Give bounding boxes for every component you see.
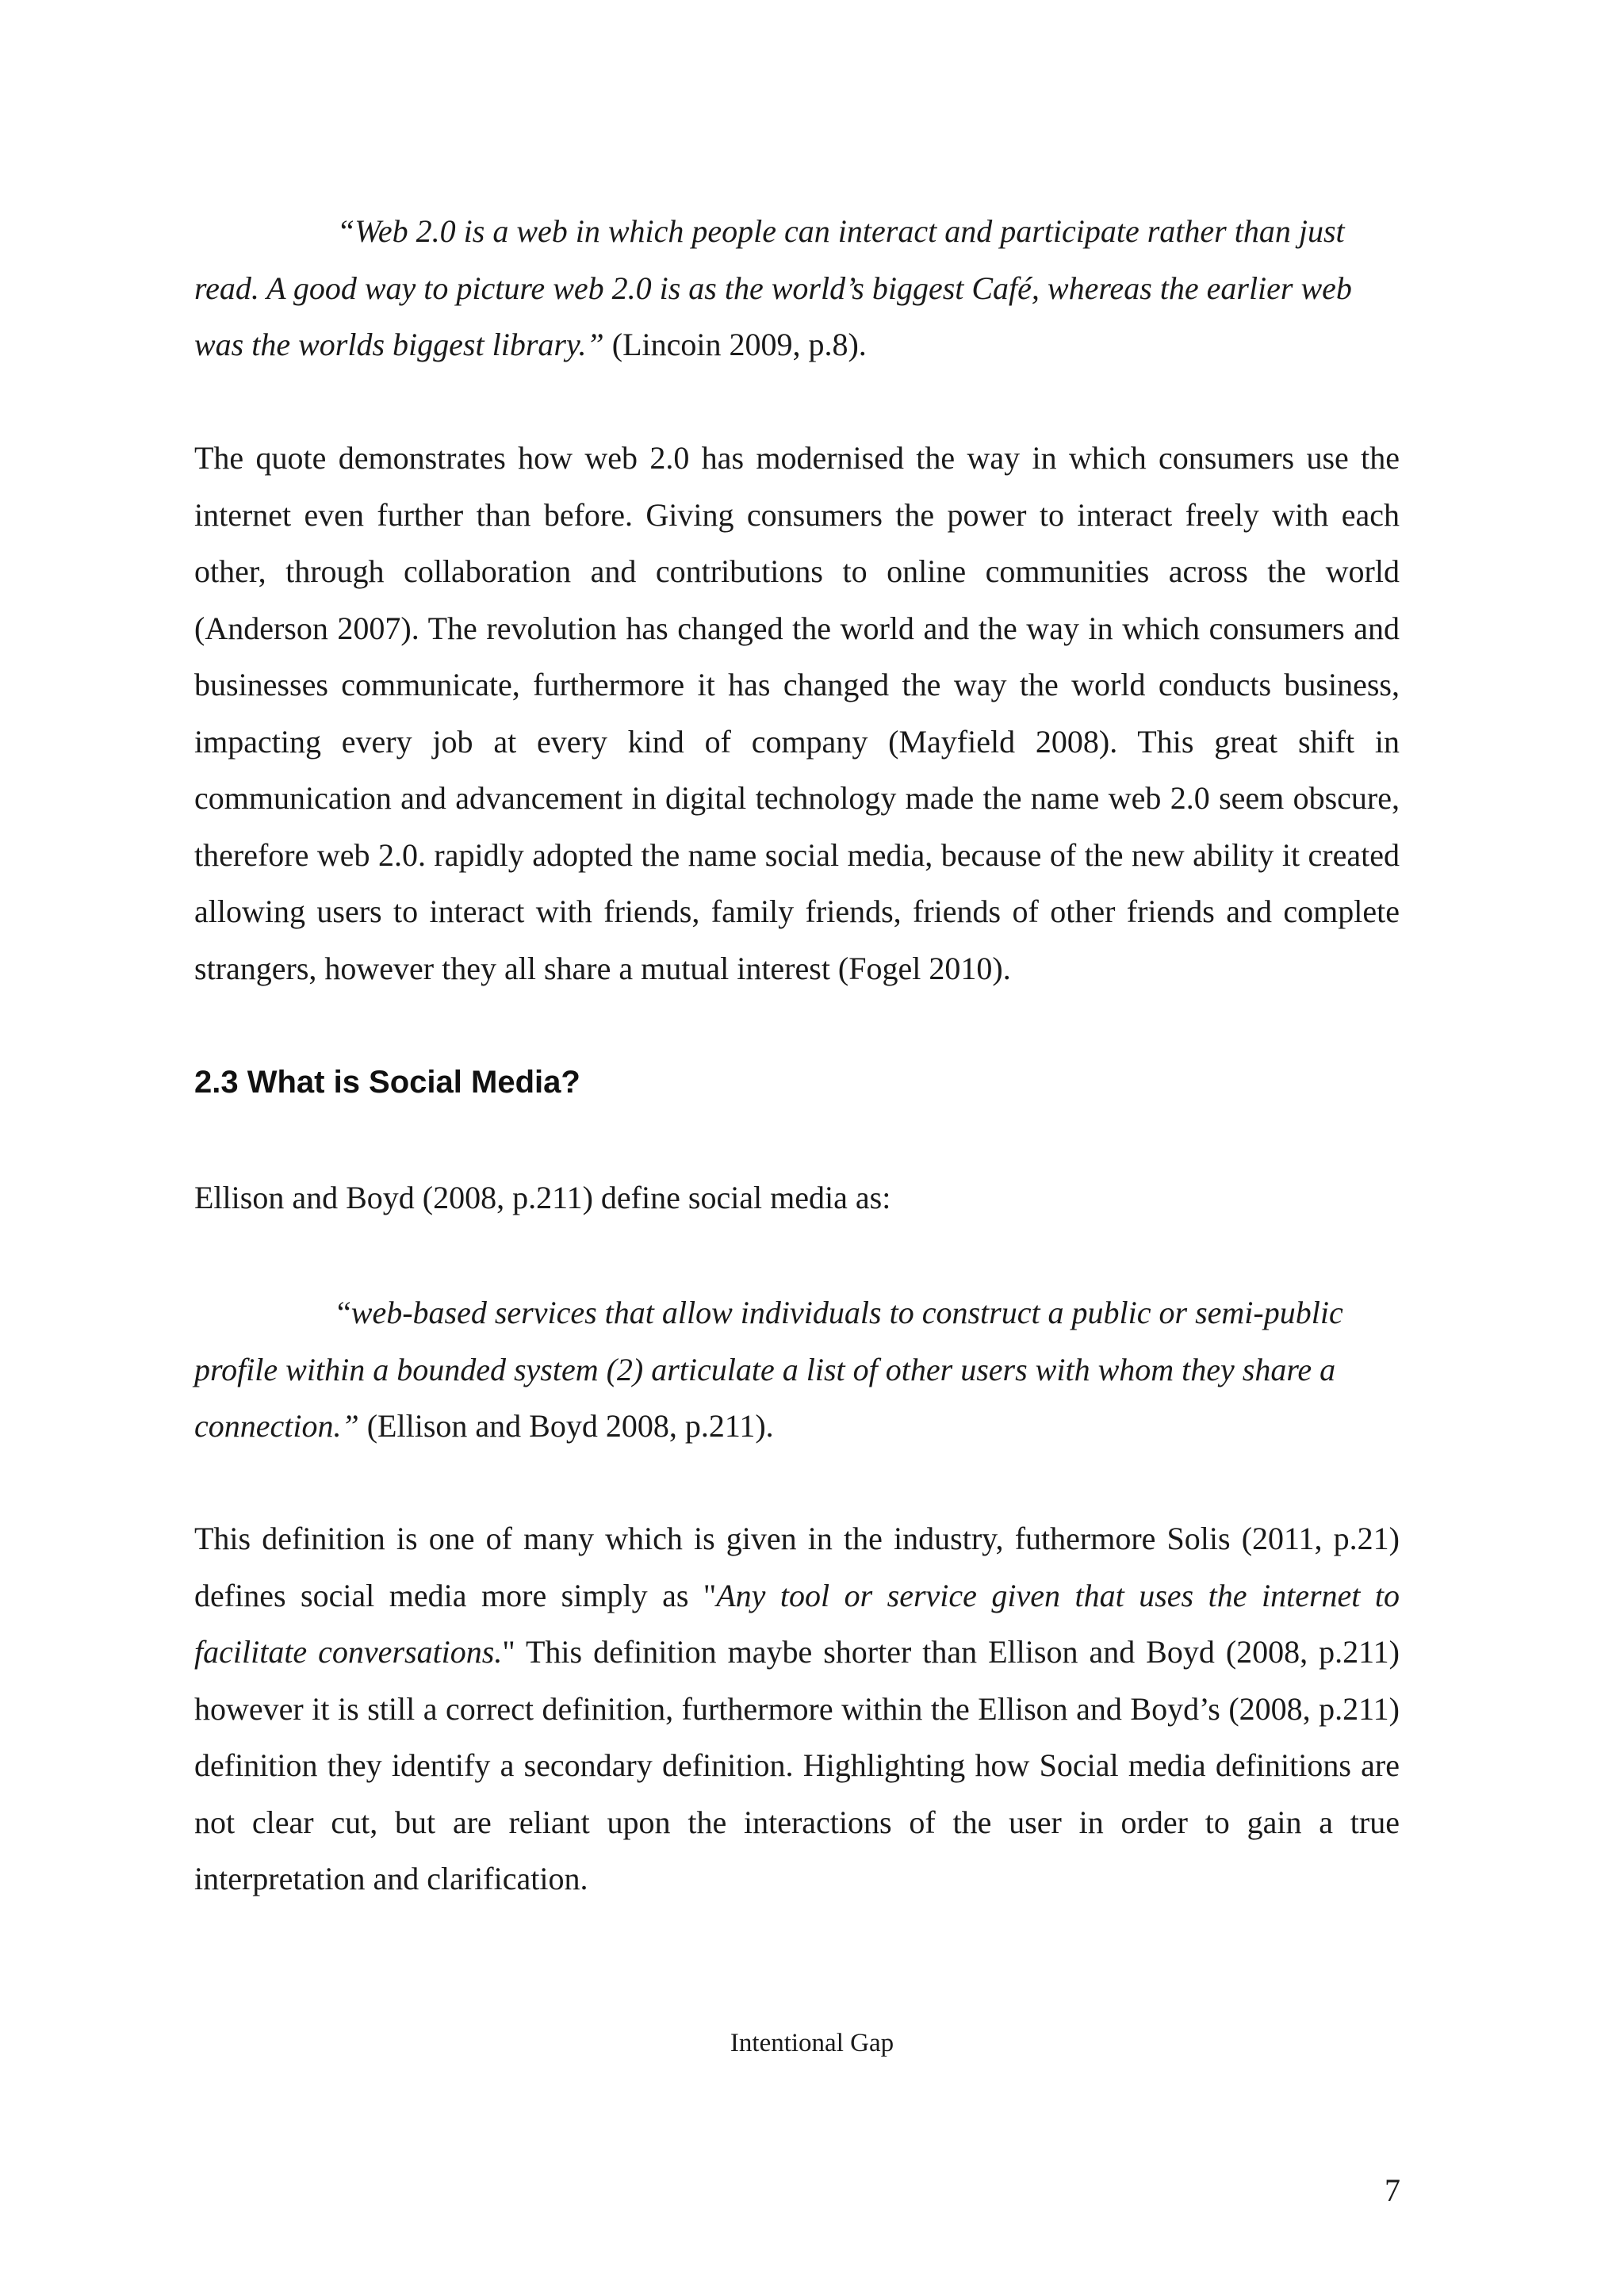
- quote-text: “Web 2.0 is a web in which people can interact and participate rather than just read. A good way to picture web 2.0 is as the world’s biggest Café, whereas the earlier web was the worlds biggest library.”: [194, 213, 1352, 362]
- section-heading: 2.3 What is Social Media?: [194, 1065, 580, 1100]
- intentional-gap-note: Intentional Gap: [730, 2029, 894, 2057]
- paragraph-text: This definition is one of many which is given in the industry, futhermore Solis (2011, p.21) defines social media more simply as ": [194, 1521, 1400, 1613]
- solis-definition: Any tool or service given that uses the internet to facilitate conversations.: [194, 1577, 1400, 1670]
- block-quote-ellison-boyd: [194, 1284, 1400, 1455]
- body-paragraph-web2: The quote demonstrates how web 2.0 has modernised the way in which consumers use the internet even further than before. Giving consumers the power to interact freely with each other, through collaboration and contributions to online communities across the world (Anderson 2007). The revolution has changed the world and the way in which consumers and businesses communicate, furthermore it has changed the way the world conducts business, impacting every job at every kind of company (Mayfield 2008). This great shift in communication and advancement in digital technology made the name web 2.0 seem obscure, therefore web 2.0. rapidly adopted the name social media, because of the new ability it created allowing users to interact with friends, family friends, friends of other friends and complete strangers, however they all share a mutual interest (Fogel 2010).: [194, 440, 1400, 986]
- body-paragraph-definitions: [194, 1510, 1400, 1908]
- page-number: 7: [1385, 2172, 1400, 2208]
- paragraph-text: " This definition maybe shorter than Ellison and Boyd (2008, p.211) however it is still a correct definition, furthermore within the Ellison and Boyd’s (2008, p.211) definition they identify a secondary definition. Highlighting how Social media definitions are not clear cut, but are reliant upon the interactions of the user in order to gain a true interpretation and clarification.: [194, 1634, 1400, 1896]
- quote-open-mark: “: [337, 1295, 351, 1330]
- block-quote-lincoln: [194, 203, 1400, 373]
- quote-citation: (Lincoin 2009, p.8).: [603, 327, 867, 362]
- definition-intro: Ellison and Boyd (2008, p.211) define social media as:: [194, 1180, 891, 1215]
- quote-text: web-based services that allow individuals to construct a public or semi-public profile within a bounded system (2) articulate a list of other users with whom they share a connection.”: [194, 1295, 1343, 1444]
- quote-citation: (Ellison and Boyd 2008, p.211).: [358, 1408, 774, 1444]
